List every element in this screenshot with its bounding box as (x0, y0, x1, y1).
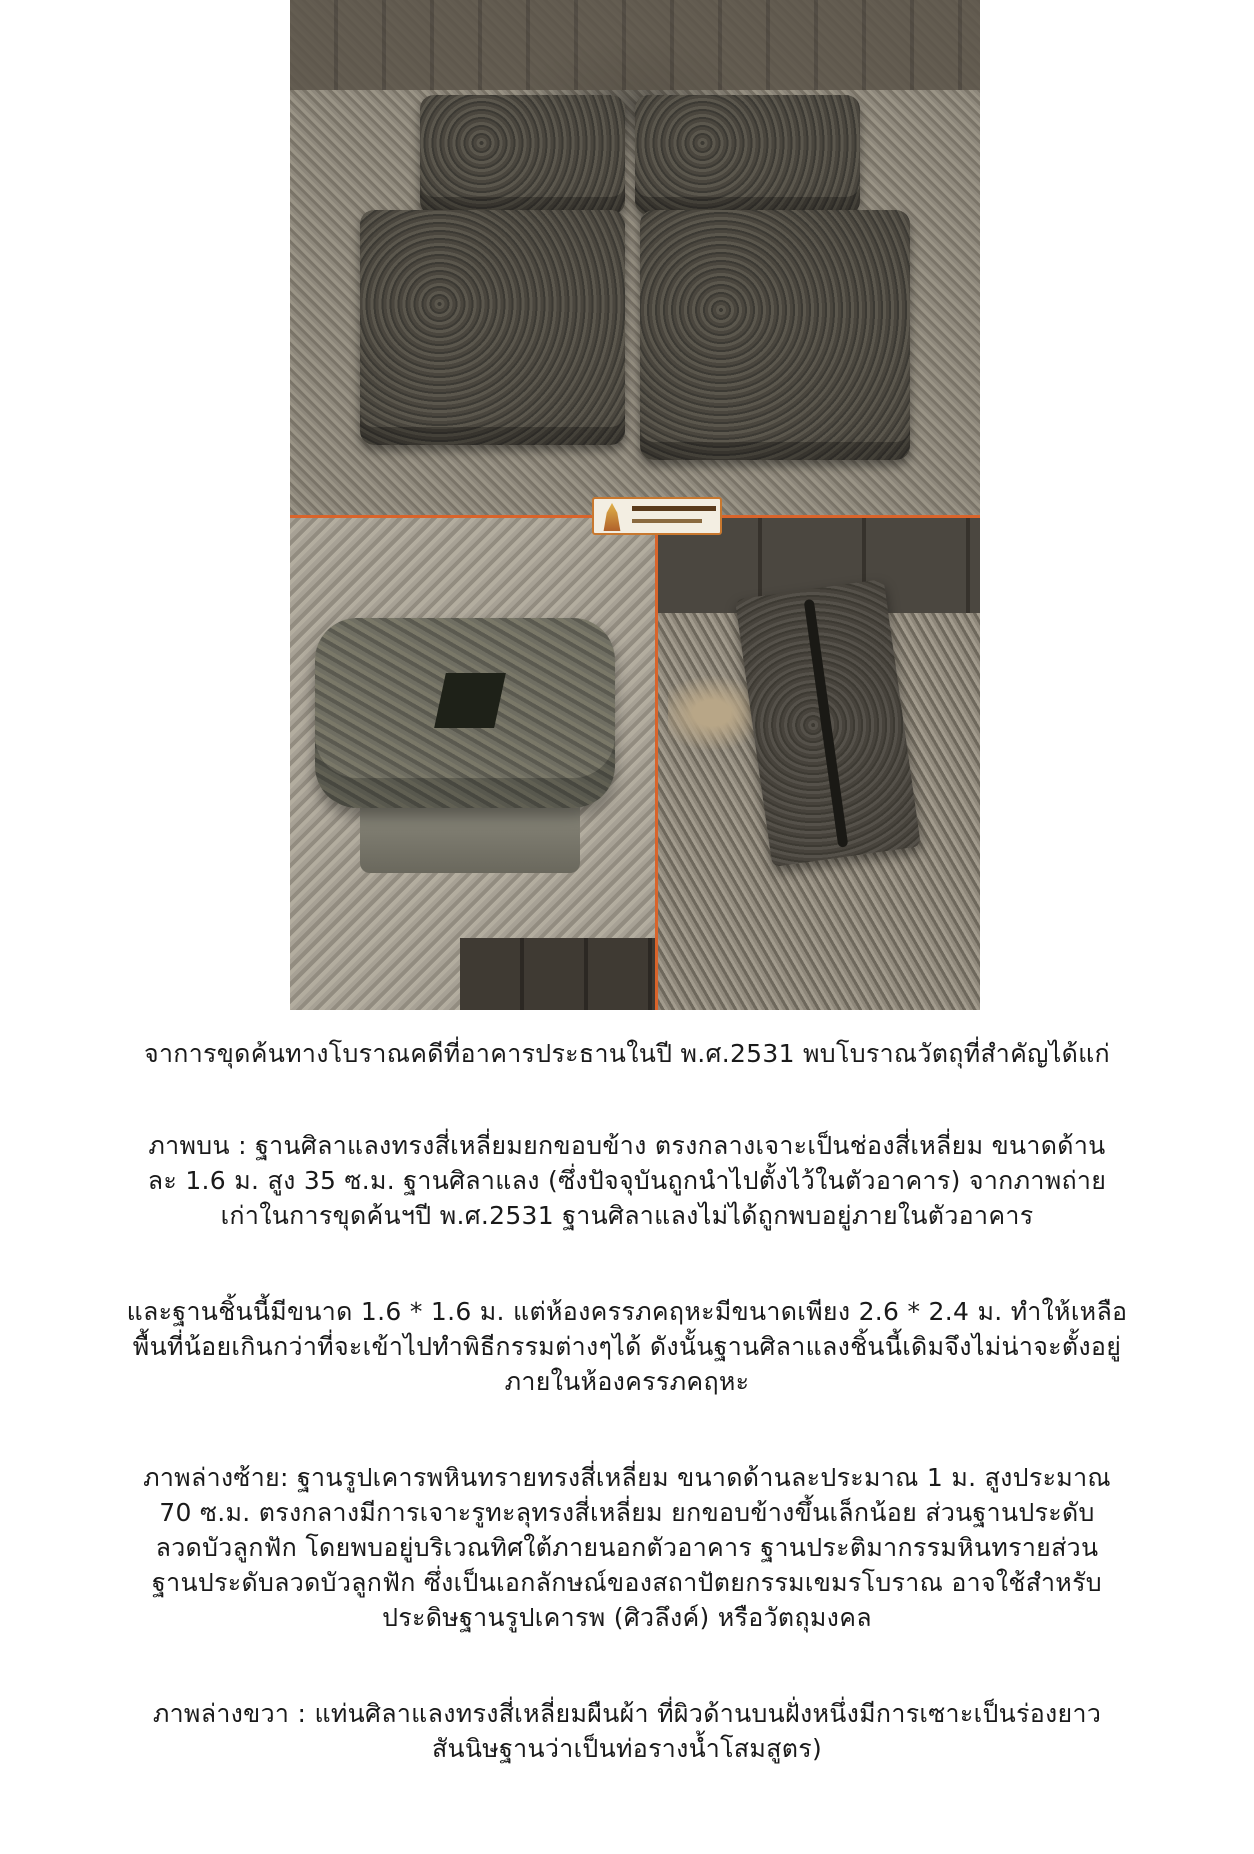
laterite-slab (420, 95, 625, 215)
caption-line: ลวดบัวลูกฟัก โดยพบอยู่บริเวณทิศใต้ภายนอกตัวอาคาร ฐานประติมากรรมหินทรายส่วน (155, 1533, 1099, 1562)
caption-line: ละ 1.6 ม. สูง 35 ซ.ม. ฐานศิลาแลง (ซึ่งปัจจุบันถูกนำไปตั้งไว้ในตัวอาคาร) จากภาพถ่าย (147, 1166, 1107, 1195)
caption-bottom-right-photo (24, 1696, 1230, 1766)
pedestal-square-hole (434, 673, 506, 728)
channel-stone (735, 579, 921, 867)
caption-line: และฐานชิ้นนี้มีขนาด 1.6 * 1.6 ม. แต่ห้องครรภคฤหะมีขนาดเพียง 2.6 * 2.4 ม. ทำให้เหลือ (126, 1297, 1128, 1326)
badge-subtitle-mark (632, 519, 702, 523)
laterite-slab (360, 210, 625, 445)
laterite-slab (640, 210, 910, 460)
channel-groove (804, 599, 849, 848)
intro-text (24, 1036, 1230, 1071)
caption-bottom-left-photo (24, 1460, 1230, 1635)
photo-bottom-left-sandstone-pedestal (290, 518, 655, 1010)
brick-row (460, 938, 655, 1010)
caption-line: ภาพล่างซ้าย: ฐานรูปเคารพหินทรายทรงสี่เหลี่ยม ขนาดด้านละประมาณ 1 ม. สูงประมาณ (143, 1463, 1111, 1492)
photo-top-laterite-slabs (290, 0, 980, 515)
laterite-brick-wall (290, 0, 980, 90)
badge-title-mark (632, 506, 716, 511)
caption-line: พื้นที่น้อยเกินกว่าที่จะเข้าไปทำพิธีกรรมต่างๆได้ ดังนั้นฐานศิลาแลงชิ้นนี้เดิมจึงไม่น่าจะตั้งอยู่ (132, 1332, 1122, 1361)
photo-collage (290, 0, 980, 1010)
laterite-slab (635, 95, 860, 215)
stupa-icon (600, 503, 624, 531)
caption-line: ประดิษฐานรูปเคารพ (ศิวลึงค์) หรือวัตถุมงคล (382, 1603, 872, 1632)
caption-line: สันนิษฐานว่าเป็นท่อรางน้ำโสมสูตร) (431, 1734, 823, 1763)
site-logo-badge (592, 497, 722, 535)
caption-size-note (24, 1294, 1230, 1399)
caption-line: ภายในห้องครรภคฤหะ (504, 1367, 750, 1396)
caption-top-photo (24, 1128, 1230, 1233)
caption-line: เก่าในการขุดค้นฯปี พ.ศ.2531 ฐานศิลาแลงไม่ได้ถูกพบอยู่ภายในตัวอาคาร (220, 1201, 1034, 1230)
intro-line: จาการขุดค้นทางโบราณคดีที่อาคารประธานในปี พ.ศ.2531 พบโบราณวัตถุที่สำคัญได้แก่ (144, 1039, 1110, 1068)
caption-line: 70 ซ.ม. ตรงกลางมีการเจาะรูทะลุทรงสี่เหลี่ยม ยกขอบข้างขึ้นเล็กน้อย ส่วนฐานประดับ (159, 1498, 1095, 1527)
caption-line: ภาพล่างขวา : แท่นศิลาแลงทรงสี่เหลี่ยมผืนผ้า ที่ผิวด้านบนฝั่งหนึ่งมีการเซาะเป็นร่องยาว (152, 1699, 1102, 1728)
caption-line: ภาพบน : ฐานศิลาแลงทรงสี่เหลี่ยมยกขอบข้าง ตรงกลางเจาะเป็นช่องสี่เหลี่ยม ขนาดด้าน (148, 1131, 1106, 1160)
caption-line: ฐานประดับลวดบัวลูกฟัก ซึ่งเป็นเอกลักษณ์ของสถาปัตยกรรมเขมรโบราณ อาจใช้สำหรับ (152, 1568, 1102, 1597)
photo-bottom-right-laterite-channel (658, 518, 980, 1010)
